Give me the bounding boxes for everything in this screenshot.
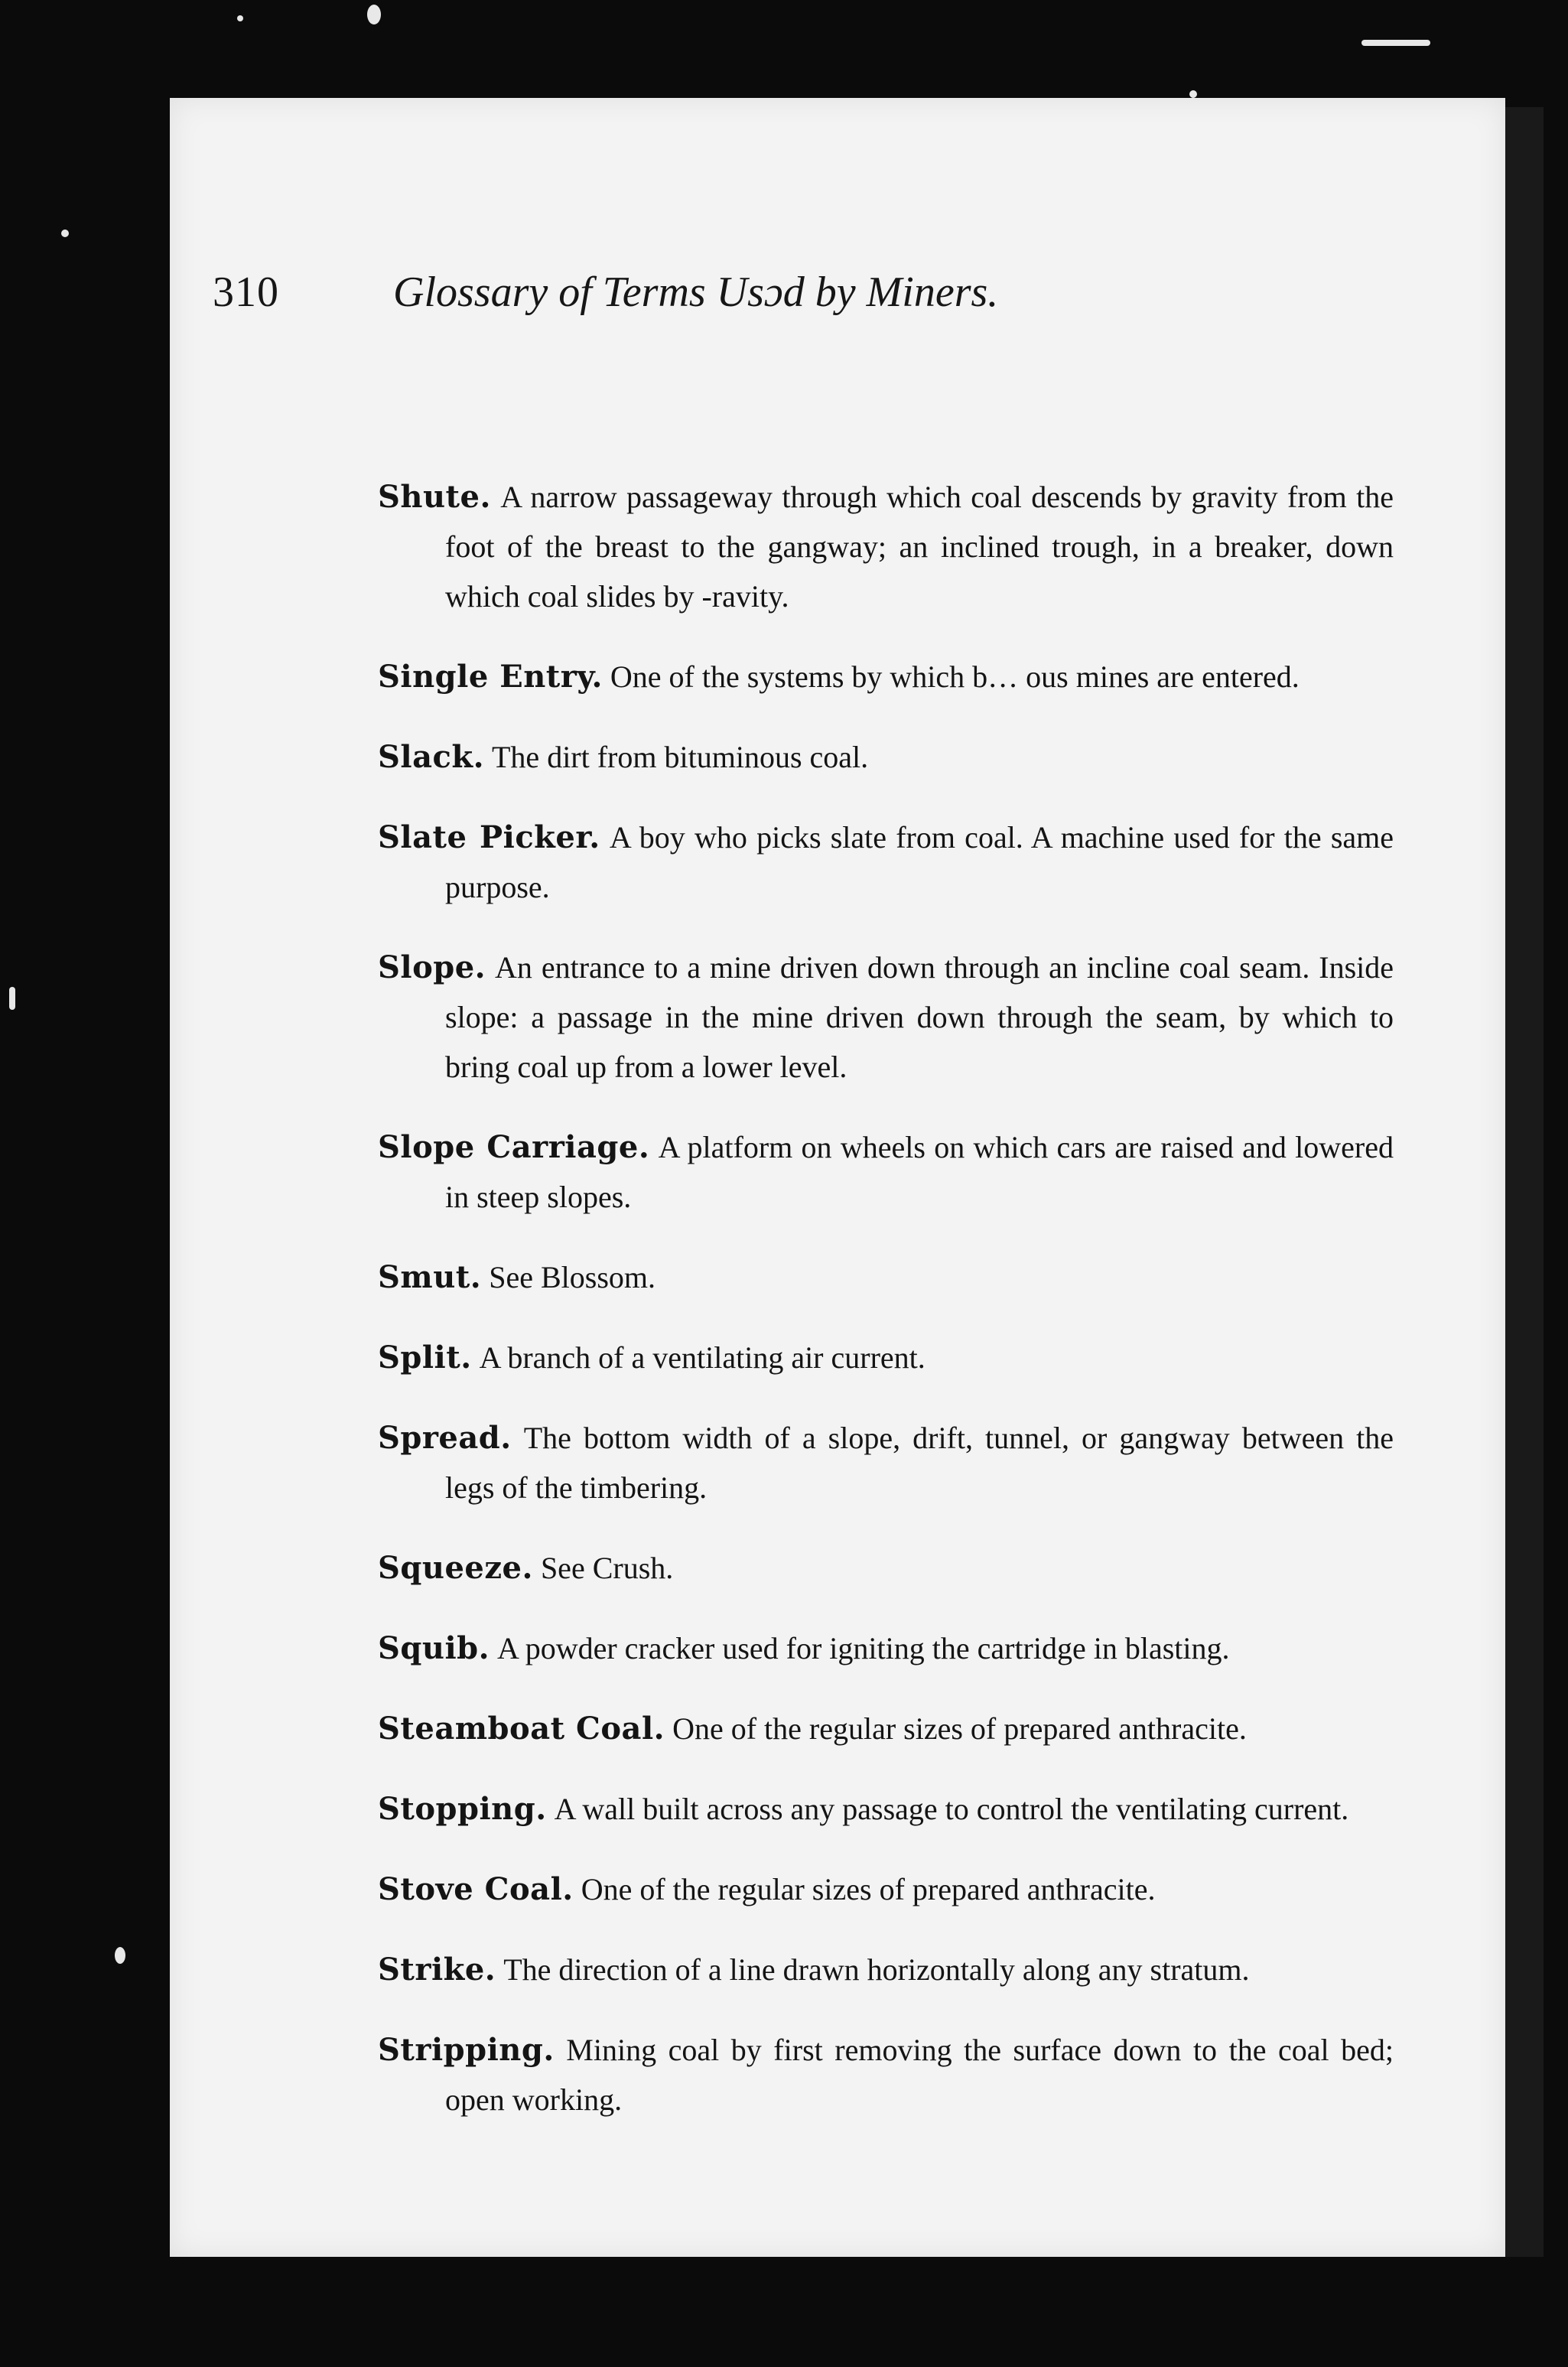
scan-speck [9, 987, 15, 1010]
entry-term: Stove Coal. [378, 1871, 574, 1907]
page-number: 310 [213, 269, 279, 316]
glossary-entry [378, 652, 1394, 702]
entry-definition: The direction of a line drawn horizontally along any stratum. [503, 1952, 1250, 1987]
entry-definition: An entrance to a mine driven down through an incline coal seam. Inside slope: a passage in the mine driven down through the seam, by which to bring coal up from a lower level. [445, 950, 1394, 1084]
glossary-entry [378, 943, 1394, 1092]
scan-speck [61, 230, 69, 237]
entry-definition: A powder cracker used for igniting the cartridge in blasting. [497, 1631, 1230, 1665]
entry-definition: The bottom width of a slope, drift, tunnel, or gangway between the legs of the timbering. [445, 1421, 1394, 1505]
entry-definition: A boy who picks slate from coal. A machine used for the same purpose. [445, 820, 1394, 904]
glossary-entry [378, 472, 1394, 621]
entry-term: Squeeze. [378, 1550, 533, 1586]
entry-definition: A narrow passageway through which coal descends by gravity from the foot of the breast to the gangway; an inclined trough, in a breaker, down which coal slides by ‐ravity. [445, 480, 1394, 614]
glossary-entries [378, 441, 1394, 2135]
page-header [213, 246, 1207, 323]
entry-term: Slack. [378, 739, 484, 775]
entry-term: Slope. [378, 949, 486, 985]
entry-term: Slate Picker. [378, 819, 600, 855]
scan-border [1505, 107, 1544, 2257]
glossary-entry [378, 1543, 1394, 1593]
entry-definition: One of the regular sizes of prepared anthracite. [581, 1872, 1156, 1906]
entry-definition: A wall built across any passage to control the ventilating current. [554, 1792, 1349, 1826]
entry-term: Steamboat Coal. [378, 1711, 665, 1747]
entry-definition: The dirt from bituminous coal. [492, 740, 869, 774]
scan-speck [367, 5, 381, 24]
glossary-entry [378, 1945, 1394, 1994]
entry-term: Smut. [378, 1259, 482, 1295]
entry-term: Split. [378, 1340, 472, 1376]
entry-term: Single Entry. [378, 659, 603, 695]
scan-speck [115, 1947, 125, 1964]
entry-term: Strike. [378, 1952, 496, 1988]
entry-term: Shute. [378, 479, 491, 515]
glossary-entry [378, 2025, 1394, 2124]
entry-term: Stopping. [378, 1791, 547, 1827]
scan-speck [1361, 40, 1430, 46]
entry-term: Slope Carriage. [378, 1129, 650, 1165]
glossary-entry [378, 812, 1394, 912]
glossary-entry [378, 1252, 1394, 1302]
glossary-entry [378, 1122, 1394, 1222]
scan-speck [237, 15, 243, 21]
entry-definition: Mining coal by first removing the surface down to the coal bed; open working. [445, 2033, 1394, 2117]
entry-definition: See Blossom. [489, 1260, 656, 1294]
glossary-entry [378, 1784, 1394, 1834]
entry-definition: One of the systems by which b… ous mines are entered. [610, 659, 1300, 694]
glossary-entry [378, 1413, 1394, 1512]
glossary-entry [378, 732, 1394, 782]
glossary-entry [378, 1704, 1394, 1753]
glossary-entry [378, 1623, 1394, 1673]
scan-speck [1189, 90, 1197, 98]
glossary-entry [378, 1864, 1394, 1914]
entry-definition: A branch of a ventilating air current. [479, 1340, 926, 1375]
entry-definition: A platform on wheels on which cars are raised and lowered in steep slopes. [445, 1130, 1394, 1214]
entry-definition: See Crush. [540, 1551, 674, 1585]
entry-term: Squib. [378, 1630, 490, 1666]
running-title: Glossary of Terms Usɔd by Miners. [393, 269, 999, 316]
glossary-entry [378, 1333, 1394, 1382]
entry-definition: One of the regular sizes of prepared anthracite. [672, 1711, 1247, 1746]
entry-term: Spread. [378, 1420, 512, 1456]
entry-term: Stripping. [378, 2032, 555, 2068]
